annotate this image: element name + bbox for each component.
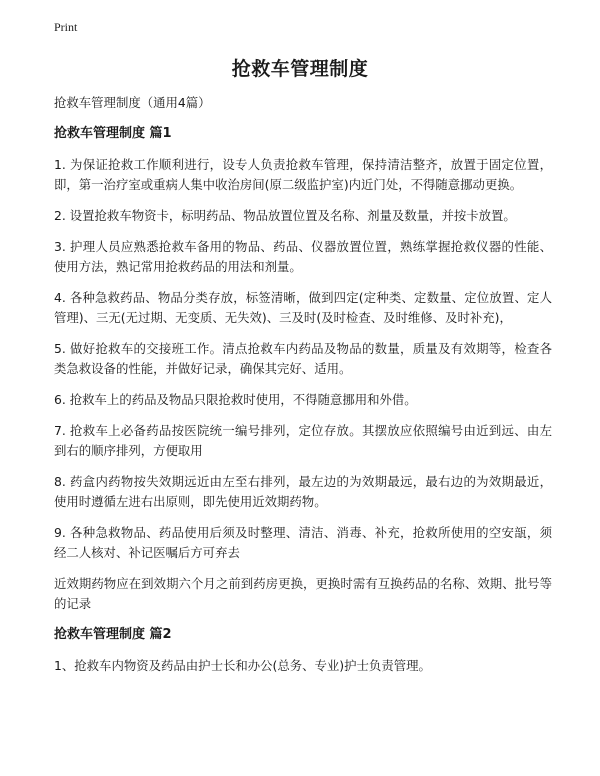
paragraph-6: 6. 抢救车上的药品及物品只限抢救时使用，不得随意挪用和外借。 xyxy=(54,392,417,407)
section-heading: 抢救车管理制度 篇1 xyxy=(54,126,172,141)
document-body xyxy=(54,93,552,687)
paragraph-3: 3. 护理人员应熟悉抢救车备用的物品、药品、仪器放置位置，熟练掌握抢救仪器的性能、使用方法，熟记常用抢救药品的用法和剂量。 xyxy=(54,239,552,274)
paragraph-2: 2. 设置抢救车物资卡，标明药品、物品放置位置及名称、剂量及数量，并按卡放置。 xyxy=(54,208,516,223)
paragraph-4: 4. 各种急救药品、物品分类存放，标签清晰，做到四定(定种类、定数量、定位放置、定人管理)、三无(无过期、无变质、无失效)、三及时(及时检查、及时维修、及时补充)， xyxy=(54,290,552,325)
paragraph-7: 7. 抢救车上必备药品按医院统一编号排列，定位存放。其摆放应依照编号由近到远、由左到右的顺序排列，方便取用 xyxy=(54,423,552,458)
document-subtitle: 抢救车管理制度（通用4篇） xyxy=(54,95,211,110)
paragraph-1: 1、抢救车内物资及药品由护士长和办公(总务、专业)护士负责管理。 xyxy=(54,658,431,673)
section-heading: 抢救车管理制度 篇2 xyxy=(54,627,172,642)
paragraph-10: 近效期药物应在到效期六个月之前到药房更换，更换时需有互换药品的名称、效期、批号等的记录 xyxy=(54,576,552,611)
paragraph-1: 1. 为保证抢救工作顺利进行，设专人负责抢救车管理，保持清洁整齐，放置于固定位置，即，第一治疗室或重病人集中收治房间(原二级监护室)内近门处，不得随意挪动更换。 xyxy=(54,157,552,192)
print-link[interactable]: Print xyxy=(54,20,78,34)
paragraph-8: 8. 药盒内药物按失效期远近由左至右排列，最左边的为效期最远，最右边的为效期最近，使用时遵循左进右出原则，即先使用近效期药物。 xyxy=(54,474,552,509)
paragraph-9: 9. 各种急救物品、药品使用后须及时整理、清洁、消毒、补充，抢救所使用的空安瓿，须经二人核对、补记医嘱后方可弃去 xyxy=(54,525,552,560)
document-title: 抢救车管理制度 xyxy=(231,58,369,80)
paragraph-5: 5. 做好抢救车的交接班工作。清点抢救车内药品及物品的数量，质量及有效期等，检查各类急救设备的性能，并做好记录，确保其完好、适用。 xyxy=(54,341,552,376)
